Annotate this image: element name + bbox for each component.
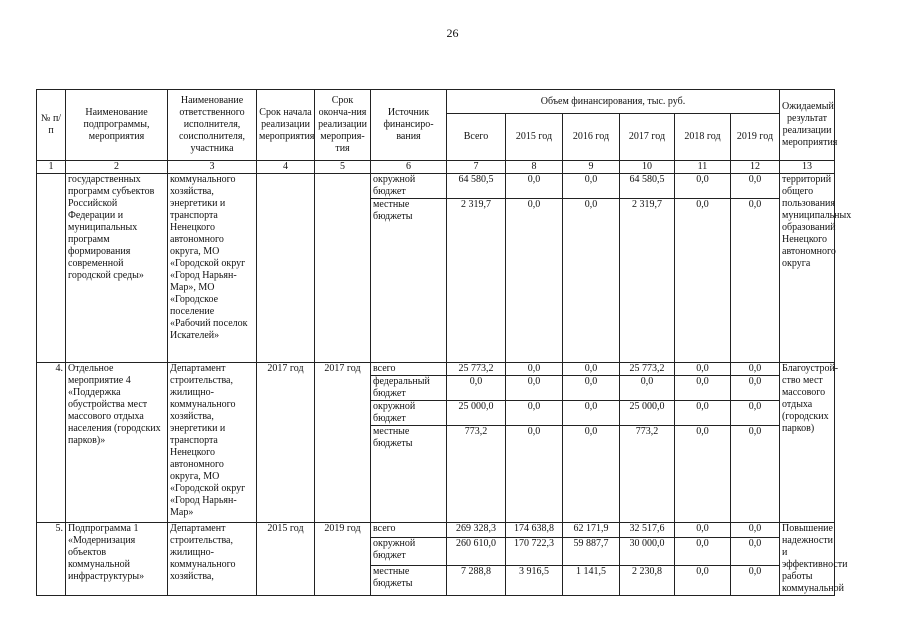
table-row — [37, 174, 835, 199]
column-number: 13 — [780, 161, 835, 174]
amount-2017: 32 517,6 — [620, 523, 675, 538]
expected-result: Повышение надежности и эффективности работы коммунальной — [780, 523, 835, 596]
header-funding: Объем финансирования, тыс. руб. — [447, 90, 780, 114]
amount-2015: 0,0 — [506, 401, 563, 426]
amount-2015: 0,0 — [506, 363, 563, 376]
amount-total: 7 288,8 — [447, 566, 506, 596]
amount-2015: 174 638,8 — [506, 523, 563, 538]
expected-result: территорий общего пользования муниципальных образований Ненецкого автономного округа — [780, 174, 835, 363]
funding-source: окружной бюджет — [371, 174, 447, 199]
column-number: 1 — [37, 161, 66, 174]
amount-2017: 25 000,0 — [620, 401, 675, 426]
amount-2015: 170 722,3 — [506, 537, 563, 566]
start-year: 2017 год — [257, 363, 315, 523]
amount-total: 25 773,2 — [447, 363, 506, 376]
row-number: 4. — [37, 363, 66, 523]
amount-2019: 0,0 — [731, 174, 780, 199]
amount-2015: 0,0 — [506, 199, 563, 363]
amount-2017: 2 230,8 — [620, 566, 675, 596]
column-number: 8 — [506, 161, 563, 174]
column-number: 5 — [315, 161, 371, 174]
funding-source: федеральный бюджет — [371, 376, 447, 401]
amount-2017: 30 000,0 — [620, 537, 675, 566]
end-year — [315, 174, 371, 363]
amount-2019: 0,0 — [731, 363, 780, 376]
header-year: 2016 год — [563, 114, 620, 161]
funding-source: местные бюджеты — [371, 426, 447, 523]
amount-2019: 0,0 — [731, 199, 780, 363]
amount-2016: 0,0 — [563, 199, 620, 363]
amount-2016: 0,0 — [563, 174, 620, 199]
amount-2017: 25 773,2 — [620, 363, 675, 376]
amount-2015: 0,0 — [506, 174, 563, 199]
column-number: 7 — [447, 161, 506, 174]
executor: коммунального хозяйства, энергетики и транспорта Ненецкого автономного округа, МО «Городской округ «Город Нарьян-Мар», МО «Городское поселение «Рабочий поселок Искателей» — [168, 174, 257, 363]
amount-2016: 59 887,7 — [563, 537, 620, 566]
amount-2015: 0,0 — [506, 426, 563, 523]
amount-2019: 0,0 — [731, 566, 780, 596]
column-numbers-row — [37, 161, 835, 174]
amount-total: 260 610,0 — [447, 537, 506, 566]
executor: Департамент строительства, жилищно-коммунального хозяйства, энергетики и транспорта Ненецкого автономного округа, МО «Городской округ «Город Нарьян-Мар» — [168, 363, 257, 523]
amount-2015: 0,0 — [506, 376, 563, 401]
funding-source: окружной бюджет — [371, 537, 447, 566]
amount-2017: 64 580,5 — [620, 174, 675, 199]
header-result: Ожидаемый результат реализации мероприятия — [780, 90, 835, 161]
header-end: Срок оконча-ния реализации мероприя-тия — [315, 90, 371, 161]
amount-total: 2 319,7 — [447, 199, 506, 363]
table-row — [37, 363, 835, 376]
header-year: 2015 год — [506, 114, 563, 161]
amount-2018: 0,0 — [675, 376, 731, 401]
header-start: Срок начала реализации мероприятия — [257, 90, 315, 161]
amount-2015: 3 916,5 — [506, 566, 563, 596]
financing-table — [36, 89, 852, 596]
amount-2019: 0,0 — [731, 426, 780, 523]
header-year: 2018 год — [675, 114, 731, 161]
funding-source: всего — [371, 523, 447, 538]
amount-2017: 773,2 — [620, 426, 675, 523]
executor: Департамент строительства, жилищно-коммунального хозяйства, — [168, 523, 257, 596]
funding-source: местные бюджеты — [371, 566, 447, 596]
amount-2018: 0,0 — [675, 426, 731, 523]
amount-total: 269 328,3 — [447, 523, 506, 538]
header-source: Источник финансиро-вания — [371, 90, 447, 161]
amount-2016: 0,0 — [563, 363, 620, 376]
row-number — [37, 174, 66, 363]
header-executor: Наименование ответственного исполнителя, соисполнителя, участника — [168, 90, 257, 161]
start-year — [257, 174, 315, 363]
row-number: 5. — [37, 523, 66, 596]
amount-2016: 0,0 — [563, 426, 620, 523]
amount-2016: 0,0 — [563, 401, 620, 426]
column-number: 12 — [731, 161, 780, 174]
funding-source: окружной бюджет — [371, 401, 447, 426]
amount-2016: 0,0 — [563, 376, 620, 401]
header-name: Наименование подпрограммы, мероприятия — [66, 90, 168, 161]
measure-name: Подпрограмма 1 «Модернизация объектов коммунальной инфраструктуры» — [66, 523, 168, 596]
funding-source: местные бюджеты — [371, 199, 447, 363]
amount-2019: 0,0 — [731, 376, 780, 401]
amount-2016: 1 141,5 — [563, 566, 620, 596]
column-number: 10 — [620, 161, 675, 174]
amount-2017: 2 319,7 — [620, 199, 675, 363]
column-number: 4 — [257, 161, 315, 174]
column-number: 11 — [675, 161, 731, 174]
start-year: 2015 год — [257, 523, 315, 596]
expected-result: Благоустрой-ство мест массового отдыха (городских парков) — [780, 363, 835, 523]
amount-2018: 0,0 — [675, 174, 731, 199]
header-total: Всего — [447, 114, 506, 161]
amount-total: 25 000,0 — [447, 401, 506, 426]
column-number: 6 — [371, 161, 447, 174]
end-year: 2017 год — [315, 363, 371, 523]
amount-total: 64 580,5 — [447, 174, 506, 199]
amount-2018: 0,0 — [675, 199, 731, 363]
amount-2018: 0,0 — [675, 363, 731, 376]
page-number: 26 — [446, 26, 459, 40]
amount-2019: 0,0 — [731, 537, 780, 566]
amount-total: 0,0 — [447, 376, 506, 401]
end-year: 2019 год — [315, 523, 371, 596]
amount-2019: 0,0 — [731, 401, 780, 426]
amount-2018: 0,0 — [675, 523, 731, 538]
amount-2016: 62 171,9 — [563, 523, 620, 538]
amount-total: 773,2 — [447, 426, 506, 523]
measure-name: Отдельное мероприятие 4 «Поддержка обустройства мест массового отдыха населения (городских парков)» — [66, 363, 168, 523]
column-number: 3 — [168, 161, 257, 174]
header-year: 2019 год — [731, 114, 780, 161]
funding-source: всего — [371, 363, 447, 376]
table-row — [37, 523, 835, 538]
amount-2019: 0,0 — [731, 523, 780, 538]
header-year: 2017 год — [620, 114, 675, 161]
column-number: 9 — [563, 161, 620, 174]
column-number: 2 — [66, 161, 168, 174]
header-no: № п/п — [37, 90, 66, 161]
amount-2018: 0,0 — [675, 537, 731, 566]
amount-2018: 0,0 — [675, 401, 731, 426]
amount-2017: 0,0 — [620, 376, 675, 401]
amount-2018: 0,0 — [675, 566, 731, 596]
measure-name: государственных программ субъектов Российской Федерации и муниципальных программ формирования современной городской среды» — [66, 174, 168, 363]
